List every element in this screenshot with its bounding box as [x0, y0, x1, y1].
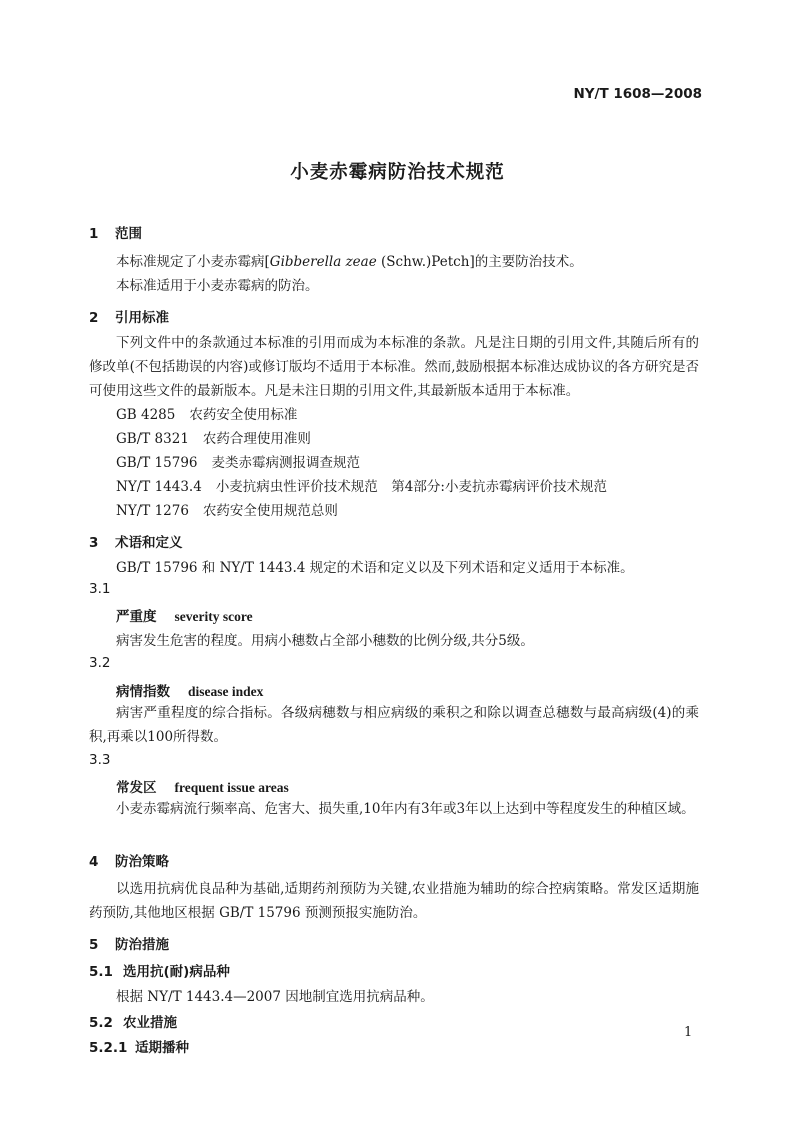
reference-title: 农药合理使用准则 [202, 431, 311, 447]
term-number: 3.1 [89, 581, 111, 597]
section-3-heading [89, 531, 183, 551]
section-title: 范围 [115, 226, 142, 242]
scope-paragraph-1 [116, 250, 583, 270]
subsection-number: 5.1 [89, 964, 113, 980]
section-number: 5 [89, 937, 99, 953]
section-title: 防治措施 [115, 937, 169, 953]
section-5-heading [89, 933, 169, 953]
reference-code: GB/T 8321 [116, 431, 189, 447]
section-number: 4 [89, 854, 99, 870]
term-english: severity score [174, 609, 253, 624]
text-run: 本标准规定了小麦赤霉病[ [116, 254, 270, 270]
section-title: 防治策略 [115, 854, 169, 870]
section-number: 3 [89, 535, 99, 551]
section-title: 引用标准 [115, 310, 169, 326]
subsection-5-2-heading [89, 1011, 177, 1031]
term-chinese: 严重度 [116, 609, 157, 625]
reference-item [116, 451, 360, 471]
reference-title: 小麦抗病虫性评价技术规范 第4部分:小麦抗赤霉病评价技术规范 [215, 479, 607, 495]
section-number: 1 [89, 226, 99, 242]
section-title: 术语和定义 [115, 535, 183, 551]
term-chinese: 常发区 [116, 780, 157, 796]
reference-code: NY/T 1276 [116, 503, 189, 519]
terms-intro: GB/T 15796 和 NY/T 1443.4 规定的术语和定义以及下列术语和定义适用于本标准。 [116, 560, 634, 576]
term-english: disease index [188, 684, 264, 699]
reference-title: 农药安全使用标准 [189, 407, 298, 423]
term-heading [116, 776, 289, 796]
term-definition: 病害发生危害的程度。用病小穗数占全部小穗数的比例分级,共分5级。 [116, 633, 534, 649]
subsection-5-1-heading [89, 960, 230, 980]
subsection-title: 适期播种 [135, 1040, 189, 1056]
text-run: (Schw.)Petch]的主要防治技术。 [376, 254, 583, 270]
subsection-5-1-text: 根据 NY/T 1443.4—2007 因地制宜选用抗病品种。 [116, 989, 434, 1005]
page-title: 小麦赤霉病防治技术规范 [290, 162, 505, 183]
term-number: 3.3 [89, 752, 111, 768]
normative-references-intro: 下列文件中的条款通过本标准的引用而成为本标准的条款。凡是注日期的引用文件,其随后所有的修改单(不包括勘误的内容)或修订版均不适用于本标准。然而,鼓励根据本标准达成协议的各方研究是否可使用这些文件的最新版本。凡是未注日期的引用文件,其最新版本适用于本标准。 [89, 335, 699, 399]
reference-title: 农药安全使用规范总则 [202, 503, 338, 519]
reference-title: 麦类赤霉病测报调查规范 [211, 455, 360, 471]
section-number: 2 [89, 310, 99, 326]
reference-code: GB/T 15796 [116, 455, 198, 471]
section-4-heading [89, 850, 169, 870]
reference-code: NY/T 1443.4 [116, 479, 202, 495]
page-number: 1 [684, 1025, 693, 1040]
term-heading [116, 680, 263, 700]
term-heading [116, 605, 253, 625]
strategy-paragraph: 以选用抗病优良品种为基础,适期药剂预防为关键,农业措施为辅助的综合控病策略。常发区适期施药预防,其他地区根据 GB/T 15796 预测预报实施防治。 [89, 881, 699, 921]
section-2-heading [89, 306, 169, 326]
reference-item [116, 499, 338, 519]
standard-code: NY/T 1608—2008 [573, 86, 702, 102]
subsection-number: 5.2.1 [89, 1040, 128, 1056]
term-chinese: 病情指数 [116, 684, 170, 700]
reference-code: GB 4285 [116, 407, 176, 423]
reference-item [116, 475, 607, 495]
scope-paragraph-2: 本标准适用于小麦赤霉病的防治。 [116, 278, 319, 294]
reference-item [116, 403, 297, 423]
section-1-heading [89, 222, 142, 242]
term-english: frequent issue areas [174, 780, 289, 795]
scientific-name: Gibberella zeae [269, 254, 377, 270]
subsection-title: 选用抗(耐)病品种 [123, 964, 230, 980]
subsection-title: 农业措施 [123, 1015, 177, 1031]
subsection-5-2-1-heading [89, 1036, 189, 1056]
term-definition: 小麦赤霉病流行频率高、危害大、损失重,10年内有3年或3年以上达到中等程度发生的种植区域。 [116, 801, 695, 817]
reference-item [116, 427, 311, 447]
subsection-number: 5.2 [89, 1015, 113, 1031]
term-definition: 病害严重程度的综合指标。各级病穗数与相应病级的乘积之和除以调查总穗数与最高病级(4)的乘积,再乘以100所得数。 [89, 705, 699, 745]
term-number: 3.2 [89, 655, 111, 671]
